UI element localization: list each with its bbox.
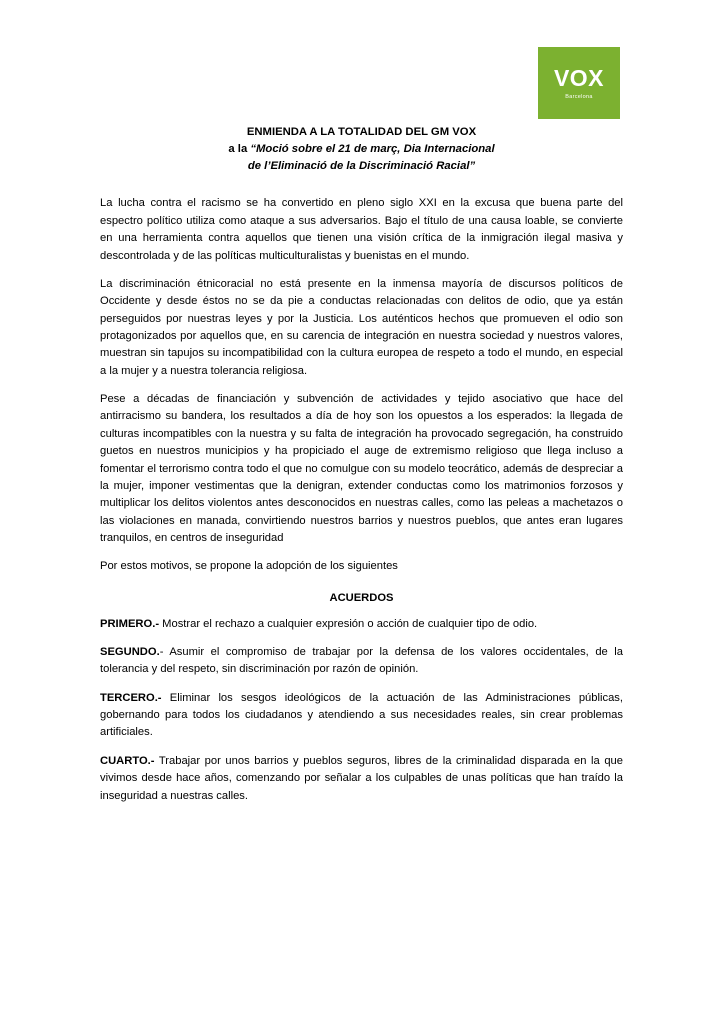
- document-content: [100, 124, 623, 816]
- title-line-2-lead: a la: [228, 143, 251, 156]
- paragraph-2: La discriminación étnicoracial no está presente en la inmensa mayoría de discursos políticos de Occidente y desde éstos no se da pie a conductas relacionadas con delitos de odio, que ya están perseguidos por nuestras leyes y por la Justicia. Los auténticos hechos que promueven el odio son protagonizados por aquellos que, en su carencia de integración en nuestra sociedad y nuestros valores, muestran sin tapujos su incompatibilidad con la cultura europea de respeto a todo el mundo, en especial a la mujer y a nuestra tolerancia religiosa.: [100, 277, 623, 377]
- agreement-label-4: CUARTO.-: [100, 754, 155, 767]
- document-title: [100, 124, 623, 175]
- agreement-item-1: [100, 616, 623, 633]
- agreement-item-3: [100, 690, 623, 742]
- agreement-label-2: SEGUNDO.: [100, 646, 160, 659]
- paragraph-4: Por estos motivos, se propone la adopción de los siguientes: [100, 560, 398, 573]
- agreement-text-3: Eliminar los sesgos ideológicos de la actuación de las Administraciones públicas, gobernando para todos los ciudadanos y atendiendo a sus necesidades reales, sin crear problemas artificiales.: [100, 691, 623, 739]
- vox-logo: [538, 47, 620, 119]
- paragraph-3: Pese a décadas de financiación y subvención de actividades y tejido asociativo que hace del antirracismo su bandera, los resultados a día de hoy son los opuestos a los esperados: la llegada de culturas incompatibles con la nuestra y su falta de integración ha provocado segregación, ha construido guetos en nuestros municipios y ha propiciado el auge de extremismo religioso que llega incluso a fomentar el terrorismo contra todo el que no comulgue con su modelo teocrático, además de despreciar a la mujer, imponer vestimentas que la denigran, extender conductas como los matrimonios forzosos y multiplicar los delitos violentos antes desconocidos en nuestras calles, como las peleas a machetazos o las violaciones en manada, convirtiendo nuestros barrios y nuestros pueblos, que antes eran lugares tranquilos, en centros de inseguridad: [100, 393, 623, 544]
- vox-logo-wordmark: VOX: [553, 64, 605, 91]
- vox-logo-subtitle: Barcelona: [565, 93, 593, 100]
- agreement-label-3: TERCERO.-: [100, 691, 162, 704]
- agreement-item-2: [100, 644, 623, 679]
- agreement-text-4: Trabajar por unos barrios y pueblos seguros, libres de la criminalidad disparada en la que vivimos desde hace años, comenzando por señalar a los culpables de unas políticas que han traído la inseguridad a nuestras calles.: [100, 754, 623, 802]
- paragraph-1: La lucha contra el racismo se ha convertido en pleno siglo XXI en la excusa que buena parte del espectro político utiliza como ataque a sus adversarios. Bajo el título de una causa loable, se convierte en una herramienta contra aquellos que tienen una visión crítica de la inmigración ilegal masiva y descontrolada y de las políticas multiculturalistas y buenistas en el mundo.: [100, 197, 623, 262]
- agreement-text-1: Mostrar el rechazo a cualquier expresión o acción de cualquier tipo de odio.: [159, 617, 538, 630]
- title-line-2-italic: “Moció sobre el 21 de març, Dia Internacional: [250, 143, 495, 156]
- title-line-1: ENMIENDA A LA TOTALIDAD DEL GM VOX: [246, 126, 477, 138]
- agreement-text-2: - Asumir el compromiso de trabajar por la defensa de los valores occidentales, de la tolerancia y del respeto, sin discriminación por razón de opinión.: [100, 646, 623, 676]
- agreement-item-4: [100, 753, 623, 805]
- acuerdos-heading: ACUERDOS: [329, 591, 394, 604]
- title-line-3: de l’Eliminació de la Discriminació Racial”: [247, 160, 476, 173]
- agreement-label-1: PRIMERO.-: [100, 617, 160, 630]
- title-line-2: [100, 141, 623, 158]
